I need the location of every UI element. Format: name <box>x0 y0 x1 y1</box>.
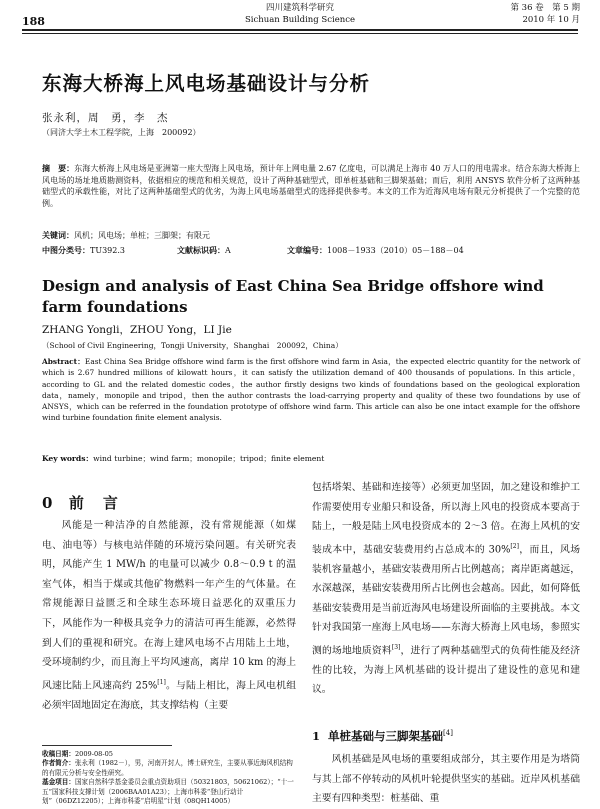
author-bio <box>42 759 296 778</box>
doc-code-label: 文献标识码： <box>177 245 225 255</box>
paper-title-cn: 东海大桥海上风电场基础设计与分析 <box>42 72 371 95</box>
page-number: 188 <box>22 15 45 28</box>
doc-code: A <box>225 246 231 255</box>
intro-continued <box>312 478 580 700</box>
article-number: 1008－1933（2010）05－188－04 <box>327 246 464 255</box>
intro-cont-text-3: ，进行了两种基础型式的负荷性能及经济性的比较，为海上风机基础的设计提出了建设性的意见和建议。 <box>312 645 581 696</box>
affiliation-cn: （同济大学土木工程学院，上海 200092） <box>42 128 201 137</box>
received-date <box>42 750 296 759</box>
body-right-column <box>312 478 580 700</box>
keywords-en-text: wind turbine；wind farm；monopile；tripod；finite element <box>93 454 325 463</box>
intro-text: 风能是一种洁净的自然能源，没有常规能源（如煤电、油电等）与核电站伴随的环境污染问题。有关研究表明，风能产生 1 MW/h 的电量可以减少 0.8～0.9 t 的温室气体，相当于煤或其他矿物燃料一年产生的气体量。在常规能源日益匮乏和全球生态环境日益恶化的双重压力下，风能作为一种极具竞争力的清洁可再生能源，必然得到人们的重视和研究。在海上建风电场不占用陆上土地，受环境制约少，而且海上平均风速高，离岸 10 km 的海上风速比陆上风速高约 25% <box>42 520 296 692</box>
abstract-en <box>42 356 580 424</box>
abstract-en-label: Abstract： <box>42 357 85 366</box>
clc-label: 中图分类号： <box>42 245 90 255</box>
section-1-paragraph: 风机基础是风电场的重要组成部分，其主要作用是为塔筒与其上部不停转动的风机叶轮提供坚实的基础。近岸风机基础主要有四种类型：桩基础、重 <box>312 754 580 805</box>
intro-cont-text: 包括塔架、基础和连接等）必须更加坚固，加之建设和维护工作需要使用专业船只和设备，所以海上风电的投资成本要高于陆上，一般是陆上风电投资成本的 2～3 倍。在海上风机的安装成本中，基础安装费用约占总成本的 30% <box>312 482 580 556</box>
fund-info <box>42 778 296 806</box>
keywords-en <box>42 453 580 464</box>
journal-name-cn: 四川建筑科学研究 <box>265 3 334 13</box>
volume-issue: 第 36 卷 第 5 期 <box>510 3 580 13</box>
section-0-title: 前 言 <box>68 494 120 512</box>
fund-label: 基金项目： <box>42 778 75 787</box>
keywords-en-label: Key words： <box>42 454 94 463</box>
keywords-cn-text: 风机；风电场；单桩；三脚架；有限元 <box>74 231 210 240</box>
fund-text: 国家自然科学基金委员会重点资助项目（50321803，50621062）；“十一五”国家科技支撑计划（2006BAA01A23）；上海市科委“登山行动计划”（06DZ12205）；上海市科委“启明星”计划（08QH14005） <box>42 778 294 806</box>
header-rule-thin <box>22 33 578 34</box>
citation: [1] <box>157 678 166 686</box>
authors-cn: 张永利，周 勇，李 杰 <box>42 112 169 124</box>
abstract-en-text: East China Sea Bridge offshore wind farm is the first offshore wind farm in Asia，the expected electric quantity for the network of which is 2.67 hundred millions of kilowatt hours，it can satisfy the utilization demand of 400 thousands of populations. In this article，according to GL and the related domestic codes，the author firstly designs two kinds of foundations based on the geological exploration data，namely，monopile and tripod，then the author contrasts the load-carrying property and quality of these two foundations by use of ANSYS，which can be referred in the foundation prototype of offshore wind farm. This article can also be one intact example for the offshore wind turbine foundation finite element analysis. <box>42 357 581 423</box>
footnote-rule <box>42 745 172 746</box>
issue-info <box>470 2 580 26</box>
author-bio-text: 张永利（1982－），男，河南开封人，博士研究生，主要从事近海风机结构的有限元分析与安全性研究。 <box>42 759 293 777</box>
citation: [2] <box>510 542 519 550</box>
abstract-cn-label: 摘 要： <box>42 163 75 173</box>
intro-paragraph <box>42 516 296 715</box>
intro-cont-text-2: ，而且，风场装机容量越小，基础安装费用所占比例越高；离岸距离越远，水深越深，基础安装费用所占比例也会越高。因此，如何降低基础安装费用是当前近海风电场建设所面临的主要挑战。本文针对我国第一座海上风电场——东海大桥海上风电场，参照实测的场地地质资料 <box>312 544 581 657</box>
clc-number: TU392.3 <box>90 246 125 255</box>
section-1-heading <box>312 728 453 744</box>
journal-name-en: Sichuan Building Science <box>244 15 356 25</box>
received-value: 2009-08-05 <box>74 750 113 758</box>
received-label: 收稿日期： <box>42 750 75 758</box>
keywords-cn-label: 关键词： <box>42 230 74 240</box>
section-1-number: 1 <box>312 729 321 743</box>
section-1-title: 单桩基础与三脚架基础 <box>328 729 444 743</box>
affiliation-en: （School of Civil Engineering，Tongji University，Shanghai 200092，China） <box>42 341 343 350</box>
abstract-cn-text: 东海大桥海上风电场是亚洲第一座大型海上风电场，预计年上网电量 2.67 亿度电，可以满足上海市 40 万人口的用电需求。结合东海大桥海上风电场的场址地质勘测资料，依据相应的规范和相关规范，设计了两种基础型式，即单桩基础和三脚架基础；而后，利用 ANSYS 软件分析了这两种基础型式的承载性能，对比了这两种基础型式的优劣，为海上风电场基础型式的选择提供参考。本文的工作为近海风电场有限元分析提供了一个完整的范例。 <box>42 164 581 208</box>
authors-en: ZHANG Yongli，ZHOU Yong，LI Jie <box>42 324 232 336</box>
intro-text-tail: 。与陆上相比，海上风电机组必须牢固地固定在海底，其支撑结构（主要 <box>42 680 297 711</box>
author-bio-label: 作者简介： <box>42 759 75 768</box>
keywords-cn <box>42 230 580 241</box>
body-left-column <box>42 516 296 715</box>
citation: [3] <box>391 644 401 652</box>
section-1-body <box>312 750 580 809</box>
article-number-label: 文章编号： <box>287 245 327 255</box>
section-0-number: 0 <box>42 494 55 512</box>
paper-title-en: Design and analysis of East China Sea Bridge offshore wind farm foundations <box>42 277 544 316</box>
citation: [4] <box>443 729 453 738</box>
section-0-heading <box>42 492 120 513</box>
footnote <box>42 750 296 806</box>
classification-line <box>42 245 582 256</box>
journal-header <box>180 2 420 26</box>
header-rule <box>22 29 578 31</box>
issue-date: 2010 年 10 月 <box>522 15 580 25</box>
abstract-cn <box>42 163 580 209</box>
